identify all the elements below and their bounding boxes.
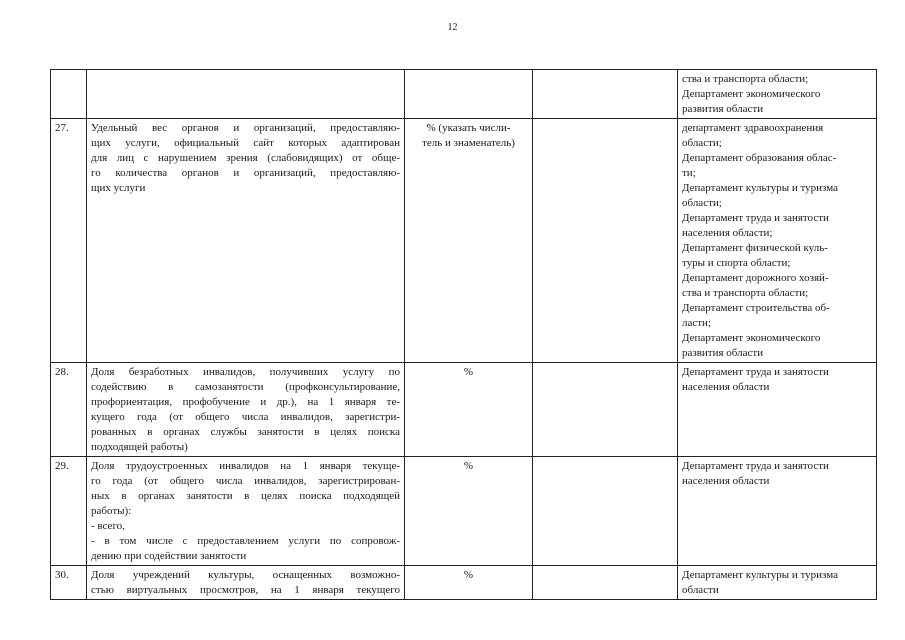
indicator-name-line: ных в органах занятости в целях поиска подходящей [91,490,400,502]
responsible-line: Департамент экономического [682,88,821,100]
responsible-executors [678,119,877,363]
responsible-line: развития области [682,103,764,115]
responsible-line: области; [682,137,722,149]
responsible-line: Департамент образования облас- [682,152,837,164]
indicator-name-line: подходящей работы) [91,441,188,453]
responsible-line: Департамент дорожного хозяй- [682,272,829,284]
empty-cell [533,119,678,363]
responsible-line: населения области; [682,227,773,239]
unit-of-measure [405,70,533,119]
empty-cell [533,457,678,566]
table-row [51,70,877,119]
responsible-line: Департамент культуры и туризма [682,182,838,194]
responsible-executors [678,457,877,566]
responsible-executors [678,363,877,457]
row-number [51,70,87,119]
responsible-line: Департамент экономического [682,332,821,344]
responsible-line: Департамент строительства об- [682,302,830,314]
indicator-name-line: - в том числе с предоставлением услуги по сопровож- [91,535,400,547]
indicator-name-line: Удельный вес органов и организаций, предоставляю- [91,122,400,134]
indicators-table [50,69,877,600]
indicator-name-line: го года (от общего числа инвалидов, зарегистрирован- [91,475,400,487]
row-number: 29. [51,457,87,566]
row-number: 27. [51,119,87,363]
indicator-name [87,119,405,363]
table-row [51,457,877,566]
row-number: 30. [51,566,87,600]
responsible-line: Департамент труда и занятости [682,366,829,378]
responsible-line: Департамент труда и занятости [682,212,829,224]
indicator-name-line: рованных в органах службы занятости в целях поиска [91,426,400,438]
indicator-name-line: - всего, [91,520,125,532]
responsible-line: ства и транспорта области; [682,287,809,299]
indicator-name-line: дению при содействии занятости [91,550,247,562]
unit-of-measure [405,457,533,566]
responsible-line: Департамент культуры и туризма [682,569,838,581]
indicator-name [87,457,405,566]
page-number: 12 [447,22,458,33]
table-row [51,566,877,600]
unit-of-measure [405,119,533,363]
indicator-name-line: стью виртуальных просмотров, на 1 января текущего [91,584,400,596]
responsible-line: области; [682,197,722,209]
responsible-line: Департамент физической куль- [682,242,828,254]
empty-cell [533,566,678,600]
responsible-line: населения области [682,381,770,393]
indicator-name-line: работы): [91,505,132,517]
indicator-name-line: Доля учреждений культуры, оснащенных возможно- [91,569,400,581]
indicator-name-line: щих услуги, официальный сайт которых адаптирован [91,137,400,149]
indicator-name-line: Доля трудоустроенных инвалидов на 1 января текуще- [91,460,400,472]
row-number: 28. [51,363,87,457]
empty-cell [533,70,678,119]
indicator-name-line: профориентация, профобучение и др.), на 1 января те- [91,396,400,408]
responsible-line: Департамент труда и занятости [682,460,829,472]
unit-line: % [463,569,474,581]
table-row [51,119,877,363]
responsible-line: развития области [682,347,764,359]
indicator-name [87,566,405,600]
indicator-name-line: го количества органов и организаций, предоставляю- [91,167,400,179]
empty-cell [533,363,678,457]
indicator-name [87,70,405,119]
responsible-line: населения области [682,475,770,487]
indicator-name-line: щих услуги [91,182,146,194]
indicator-name-line: содействию в самозанятости (профконсультирование, [91,381,400,393]
indicator-name-line: кущего года (от общего числа инвалидов, зарегистри- [91,411,400,423]
responsible-line: ти; [682,167,696,179]
responsible-line: ласти; [682,317,712,329]
responsible-line: области [682,584,719,596]
responsible-line: туры и спорта области; [682,257,791,269]
unit-of-measure [405,566,533,600]
unit-line: % (указать числи- [426,122,511,134]
unit-of-measure [405,363,533,457]
indicator-name-line: Доля безработных инвалидов, получивших услугу по [91,366,400,378]
unit-line: % [463,460,474,472]
indicator-name-line: для лиц с нарушением зрения (слабовидящих) от обще- [91,152,400,164]
unit-line: % [463,366,474,378]
responsible-line: ства и транспорта области; [682,73,809,85]
responsible-executors [678,566,877,600]
responsible-executors [678,70,877,119]
unit-line: тель и знаменатель) [422,137,515,149]
indicator-name [87,363,405,457]
table-row [51,363,877,457]
responsible-line: департамент здравоохранения [682,122,824,134]
